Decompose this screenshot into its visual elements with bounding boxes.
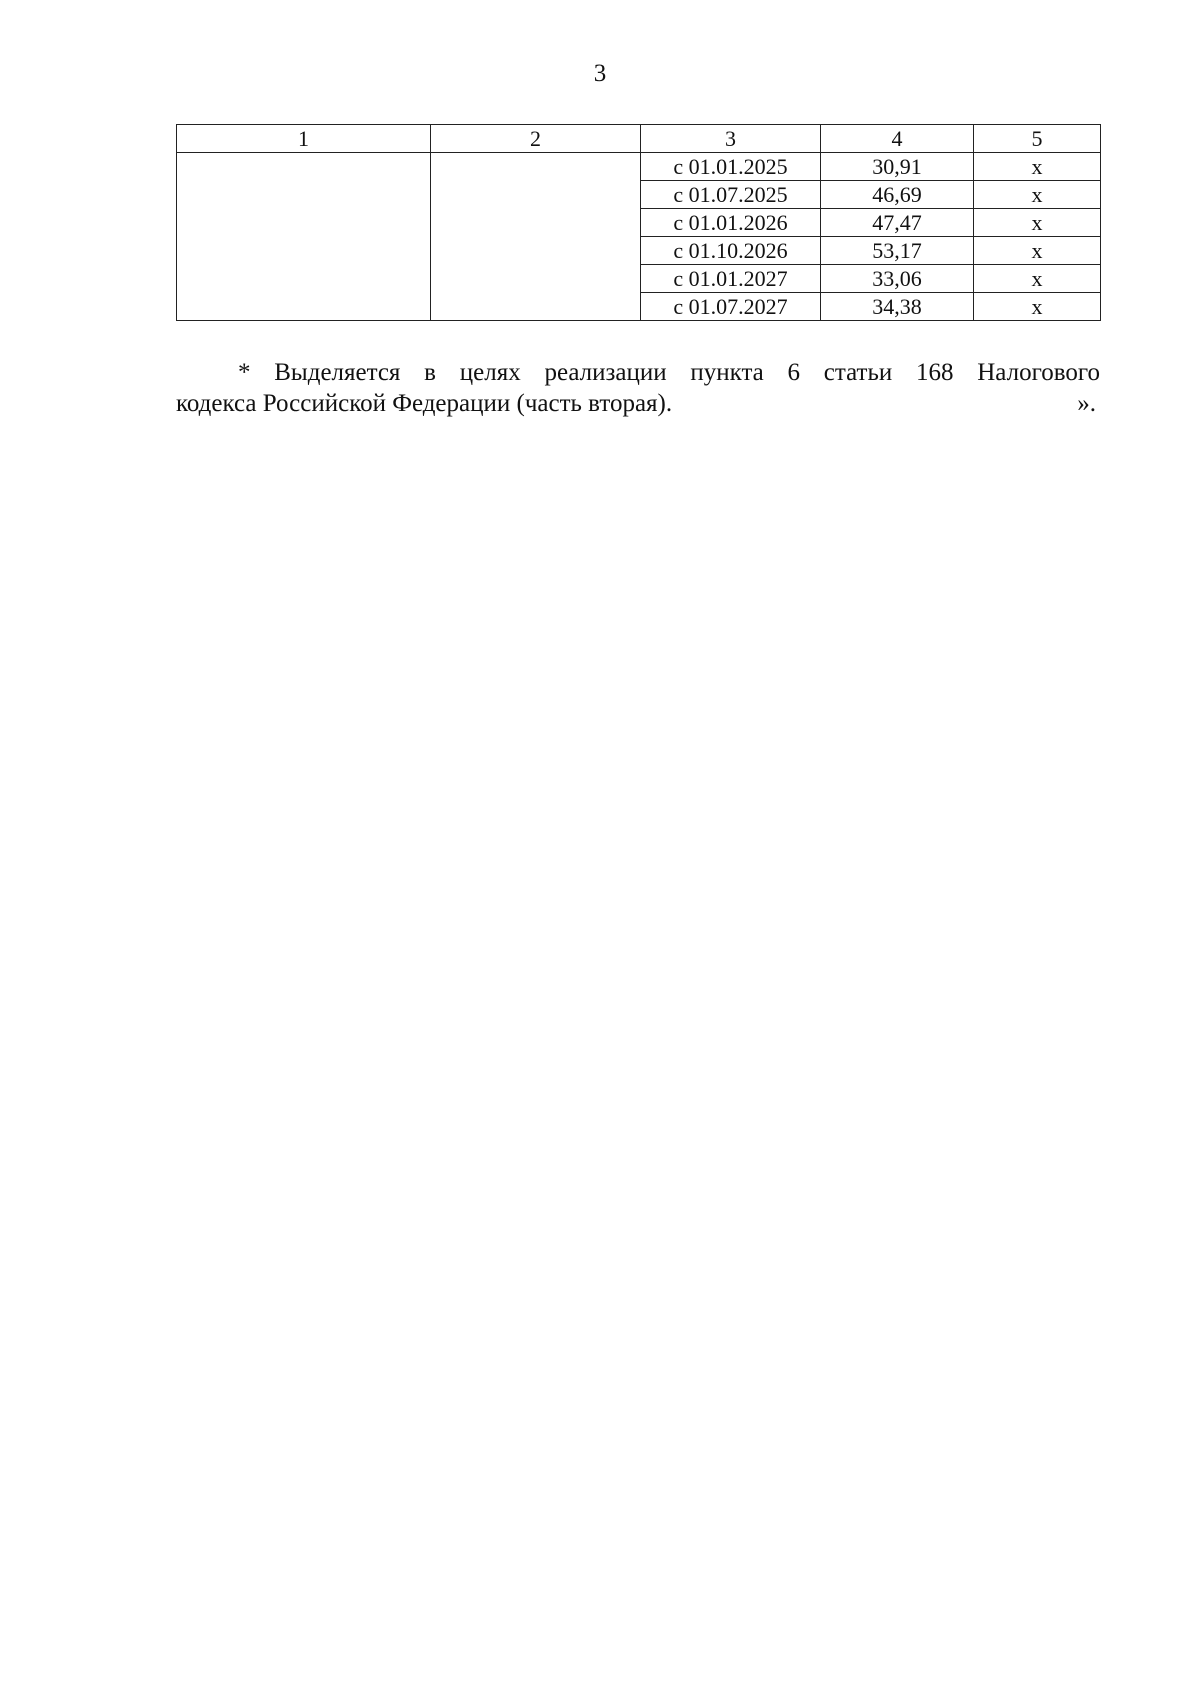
effective-date-cell: с 01.07.2025	[641, 181, 821, 209]
column-number-2: 2	[431, 125, 641, 153]
column-number-4: 4	[821, 125, 974, 153]
tariff-value-cell: 46,69	[821, 181, 974, 209]
table-header-row	[177, 125, 1101, 153]
effective-date-cell: с 01.10.2026	[641, 237, 821, 265]
column-number-3: 3	[641, 125, 821, 153]
merged-empty-cell-col2	[431, 153, 641, 321]
column-number-1: 1	[177, 125, 431, 153]
footnote	[176, 357, 1100, 419]
effective-date-cell: с 01.07.2027	[641, 293, 821, 321]
footnote-line-2: кодекса Российской Федерации (часть вторая).	[176, 390, 673, 417]
footnote-line-1: * Выделяется в целях реализации пункта 6 статьи 168 Налогового	[238, 359, 1100, 386]
footnote-line-2-row	[176, 388, 1100, 419]
tariff-table	[176, 124, 1101, 321]
effective-date-cell: с 01.01.2027	[641, 265, 821, 293]
mark-cell: x	[974, 293, 1101, 321]
column-number-5: 5	[974, 125, 1101, 153]
effective-date-cell: с 01.01.2025	[641, 153, 821, 181]
page-number: 3	[593, 60, 607, 87]
closing-quote: ».	[1077, 390, 1096, 417]
mark-cell: x	[974, 265, 1101, 293]
tariff-value-cell: 47,47	[821, 209, 974, 237]
mark-cell: x	[974, 181, 1101, 209]
effective-date-cell: с 01.01.2026	[641, 209, 821, 237]
mark-cell: x	[974, 153, 1101, 181]
table-row	[177, 153, 1101, 181]
tariff-value-cell: 30,91	[821, 153, 974, 181]
merged-empty-cell-col1	[177, 153, 431, 321]
tariff-value-cell: 53,17	[821, 237, 974, 265]
tariff-value-cell: 33,06	[821, 265, 974, 293]
mark-cell: x	[974, 209, 1101, 237]
mark-cell: x	[974, 237, 1101, 265]
tariff-value-cell: 34,38	[821, 293, 974, 321]
